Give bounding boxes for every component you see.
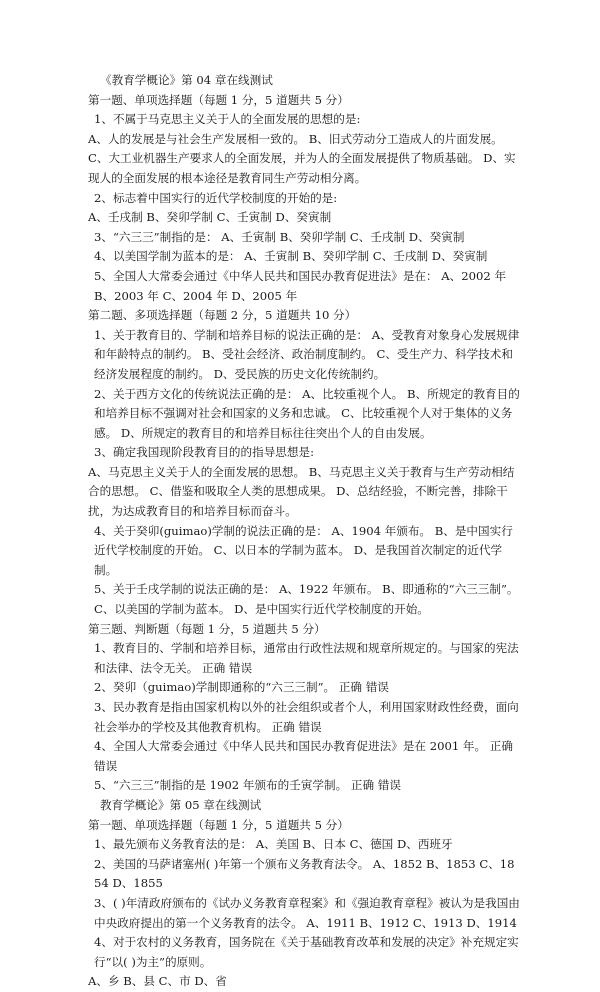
question-options: A、马克思主义关于人的全面发展的思想。 B、马克思主义关于教育与生产劳动相结合的思想。 C、借鉴和吸取全人类的思想成果。 D、总结经验，不断完善，排除干扰，为达成教育目的和培养目标而奋斗。 (88, 464, 515, 519)
question-text: 1、最先颁布义务教育法的是： A、美国 B、日本 C、德国 D、西班牙 (94, 837, 453, 852)
section-multiple-choice-heading: 第二题、多项选择题（每题 2 分，5 道题共 10 分） (88, 308, 357, 323)
question-text: 5、“六三三”制指的是 1902 年颁布的壬寅学制。 正确 错误 (94, 778, 401, 793)
chapter-05-title: 教育学概论》第 05 章在线测试 (100, 797, 262, 812)
question-text: 4、全国人大常委会通过《中华人民共和国民办教育促进法》是在 2001 年。 正确 错误 (94, 739, 513, 773)
question-text: 2、标志着中国实行的近代学校制度的开始的是: (94, 190, 338, 205)
question-text: 2、癸卯（guimao)学制即通称的“六三三制”。 正确 错误 (94, 680, 389, 695)
chapter-04-title: 《教育学概论》第 04 章在线测试 (100, 73, 273, 87)
section-single-choice-heading: 第一题、单项选择题（每题 1 分，5 道题共 5 分） (88, 92, 349, 107)
question-options: A、乡 B、县 C、市 D、省 (88, 974, 227, 989)
question-text: 4、以美国学制为蓝本的是： A、壬寅制 B、癸卯学制 C、壬戌制 D、癸寅制 (94, 249, 488, 264)
question-text: 1、关于教育目的、学制和培养目标的说法正确的是： A、受教育对象身心发展规律和年龄特点的制约。 B、受社会经济、政治制度制约。 C、受生产力、科学技术和经济发展程度的制约。 D、受民族的历史文化传统制约。 (94, 327, 520, 381)
question-text: 3、( )年清政府颁布的《试办义务教育章程案》和《强迫教育章程》被认为是我国由中央政府提出的第一个义务教育的法令。 A、1911 B、1912 C、1913 D、1914 (94, 895, 520, 930)
question-text: 1、不属于马克思主义关于人的全面发展的思想的是: (94, 112, 361, 127)
question-text: 3、确定我国现阶段教育目的的指导思想是: (94, 445, 314, 460)
question-text: 3、“六三三”制指的是： A、壬寅制 B、癸卯学制 C、壬戌制 D、癸寅制 (94, 229, 465, 244)
question-text: 2、美国的马萨诸塞州( )年第一个颁布义务教育法令。 A、1852 B、1853 C、1854 D、1855 (94, 856, 515, 891)
document-body (88, 71, 520, 992)
question-text: 3、民办教育是指由国家机构以外的社会组织或者个人，利用国家财政性经费，面向社会举办的学校及其他教育机构。 正确 错误 (94, 700, 519, 734)
question-text: 4、对于农村的义务教育，国务院在《关于基础教育改革和发展的决定》补充规定实行“以( )为主”的原则。 (94, 935, 519, 969)
question-text: 1、教育目的、学制和培养目标，通常由行政性法规和规章所规定的。与国家的宪法和法律、法令无关。 正确 错误 (94, 641, 519, 675)
question-options: A、壬戌制 B、癸卯学制 C、壬寅制 D、癸寅制 (88, 210, 332, 225)
section-single-choice-heading: 第一题、单项选择题（每题 1 分，5 道题共 5 分） (88, 817, 349, 832)
question-text: 4、关于癸卯(guimao)学制的说法正确的是： A、1904 年颁布。 B、是中国实行近代学校制度的开始。 C、以日本的学制为蓝本。 D、是我国首次制定的近代学制。 (94, 523, 513, 577)
question-text: 2、关于西方文化的传统说法正确的是： A、比较重视个人。 B、所规定的教育目的和培养目标不强调对社会和国家的义务和忠诚。 C、比较重视个人对于集体的义务感。 D、所规定的教育目的和培养目标往往突出个人的自由发展。 (94, 386, 520, 440)
question-text: 5、全国人大常委会通过《中华人民共和国民办教育促进法》是在： A、2002 年 B、2003 年 C、2004 年 D、2005 年 (94, 268, 507, 303)
question-options: A、人的发展是与社会生产发展相一致的。 B、旧式劳动分工造成人的片面发展。 C、大工业机器生产要求人的全面发展，并为人的全面发展提供了物质基础。 D、实现人的全面发展的根本途径是教育同生产劳动相分离。 (88, 131, 516, 185)
section-true-false-heading: 第三题、判断题（每题 1 分，5 道题共 5 分） (88, 621, 326, 636)
question-text: 5、关于壬戌学制的说法正确的是： A、1922 年颁布。 B、即通称的“六三三制”。 C、以美国的学制为蓝本。 D、是中国实行近代学校制度的开始。 (94, 582, 519, 617)
